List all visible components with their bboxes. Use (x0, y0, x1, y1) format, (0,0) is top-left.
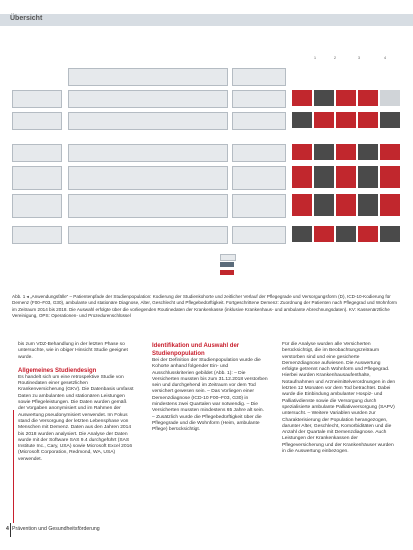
result-cell (358, 166, 378, 188)
result-cell (292, 166, 312, 188)
result-cell (292, 194, 312, 216)
flow-box-1 (68, 68, 228, 86)
result-cell (314, 166, 334, 188)
flow-left-box-2 (12, 90, 62, 108)
result-cell (336, 194, 356, 216)
footer-rule (10, 523, 11, 537)
result-cell (358, 226, 378, 242)
result-cell (336, 144, 356, 160)
col1-heading: Allgemeines Studiendesign (18, 367, 97, 374)
flow-box-3 (68, 112, 228, 130)
result-cell (336, 166, 356, 188)
result-cell (358, 112, 378, 128)
column-2 (152, 342, 268, 434)
legend-swatch-red (220, 270, 234, 275)
flow-box-4 (68, 144, 228, 162)
result-cell (380, 194, 400, 216)
col-header-1: 1 (314, 56, 316, 60)
result-cell (292, 226, 312, 242)
column-marker-line (13, 410, 14, 523)
result-cell (292, 90, 312, 106)
result-cell (292, 144, 312, 160)
result-cell (358, 194, 378, 216)
flow-box-2 (68, 90, 228, 108)
column-3 (282, 342, 398, 455)
right-box-2 (232, 90, 286, 108)
result-cell (358, 144, 378, 160)
result-cell (314, 90, 334, 106)
flow-left-box-7 (12, 226, 62, 244)
flow-box-6 (68, 194, 228, 218)
col-header-3: 3 (358, 56, 360, 60)
result-cell (314, 194, 334, 216)
legend-swatch-light (220, 254, 236, 261)
flow-left-box-3 (12, 112, 62, 130)
col-header-4: 4 (384, 56, 386, 60)
section-header-bar (0, 14, 413, 26)
page-number: 4 (6, 526, 9, 532)
col2-heading: Identifikation und Auswahl der Studienpopulation (152, 343, 240, 357)
col3-body: Für die Analyse wurden alle Versicherten berücksichtigt, die im Beobachtungszeitraum verstorben sind und eine gesicherte Demenzdiagnose aufwiesen. Die Auswertung erfolgte getrennt nach Wohnform und Pflegegrad. Hierbei wurden Krankenhausaufenthalte, Notaufnahmen und Arzneimittelverordnungen in den letzten 12 Monaten vor dem Tod betrachtet. Dabei wurde die Einbindung ambulanter Hospiz- und Palliativdienste sowie die Versorgung durch spezialisierte ambulante Palliativversorgung (SAPV) untersucht. – Weitere Variablen wurden zur Charakterisierung der Population herangezogen, darunter Alter, Geschlecht, Komorbiditäten und die Anzahl der Quartale mit Demenzdiagnose. Auch Leistungen der Krankenkassen der Pflegeversicherung und der Krankenhäuser wurden in die Auswertung einbezogen. (282, 342, 396, 455)
flow-box-5 (68, 166, 228, 190)
flow-box-7 (68, 226, 228, 244)
col1-intro: bis zum VDZ-Behandlung in der letzten Phase so untersuchte, wie in obiger Hinsicht Studie geeignet wurde. (18, 342, 128, 360)
result-cell (380, 144, 400, 160)
result-cell (336, 112, 356, 128)
figure-caption: Abb. 1 ◂ „Anwendungsfälle“ – Patientenpfade der Studienpopulation: Kodierung der Studienkohorte und zeitlicher Verlauf der Pflegegrade und Versorgungsform (D), ICD-10-Kodierung für Demenz (F00–F03, G30), ambulante und stationäre Diagnose, Alter, Geschlecht und Pflegebedürftigkeit. Fortgeschrittene Demenz: Zuordnung der Patienten nach Pflegegrad und Wohnform im Zeitraum 2014 bis 2018. Die Auswahl erfolgte über die vorliegenden Routinedaten der Krankenkasse (inklusive Krankenhaus- und ambulante Abrechnungsdaten). KV: Kassenärztliche Vereinigung, OPS: Operationen- und Prozedurenschlüssel (12, 294, 397, 318)
col1-body: Es handelt sich um eine retrospektive Studie von Routinedaten einer gesetzlichen Krankenversicherung (GKV). Die Datenbasis umfasst Daten zu ambulanten und stationären Leistungen sowie Pflegeleistungen. Die Daten wurden gemäß der Vorgaben anonymisiert und im Rahmen der Auswertung pseudonymisiert verwendet. Im Fokus stand die Versorgung der letzten Lebensphase von Menschen mit Demenz. Daten aus den Jahren 2014 bis 2018 wurden analysiert. Die Analyse der Daten wurde mit der Software SAS 9.4 durchgeführt (SAS Institute Inc., Cary, USA) sowie Microsoft Excel 2016 (Microsoft Corporation, Redmond, WA, USA) verwendet. (18, 374, 134, 462)
right-box-6 (232, 194, 286, 218)
flowchart-figure (12, 50, 401, 290)
result-cell (314, 144, 334, 160)
right-box-7 (232, 226, 286, 244)
result-cell (358, 90, 378, 106)
legend-swatch-dark (220, 262, 234, 267)
flow-left-box-6 (12, 194, 62, 218)
result-cell (336, 90, 356, 106)
right-box-4 (232, 144, 286, 162)
right-box-5 (232, 166, 286, 190)
right-box-3 (232, 112, 286, 130)
result-cell (292, 112, 312, 128)
result-cell (336, 226, 356, 242)
column-1 (18, 342, 134, 463)
col2-body: Bei der Definition der Studienpopulation wurde die Kohorte anhand folgender Ein- und Ausschlusskriterien gebildet (Abb. 1): – Die Versicherten mussten bis zum 31.12.2018 verstorben sein und durchgehend im Zeitraum vor dem Tod versichert gewesen sein. – Das Vorliegen einer Demenzdiagnose (ICD-10 F00–F03, G30) in mindestens zwei Quartalen war notwendig. – Die Versicherten mussten mindestens 65 Jahre alt sein. – Zusätzlich wurde die Pflegebedürftigkeit über die Pflegegrade und die Wohnform (Heim, ambulante Pflege) berücksichtigt. (152, 358, 268, 433)
flow-left-box-4 (12, 144, 62, 162)
section-label: Übersicht (10, 15, 43, 22)
col-header-2: 2 (334, 56, 336, 60)
right-box-1 (232, 68, 286, 86)
result-cell (380, 112, 400, 128)
result-cell (314, 226, 334, 242)
result-cell (314, 112, 334, 128)
result-cell (380, 166, 400, 188)
result-cell (380, 226, 400, 242)
flow-left-box-5 (12, 166, 62, 190)
result-cell (380, 90, 400, 106)
journal-name: Prävention und Gesundheitsförderung (12, 526, 100, 532)
